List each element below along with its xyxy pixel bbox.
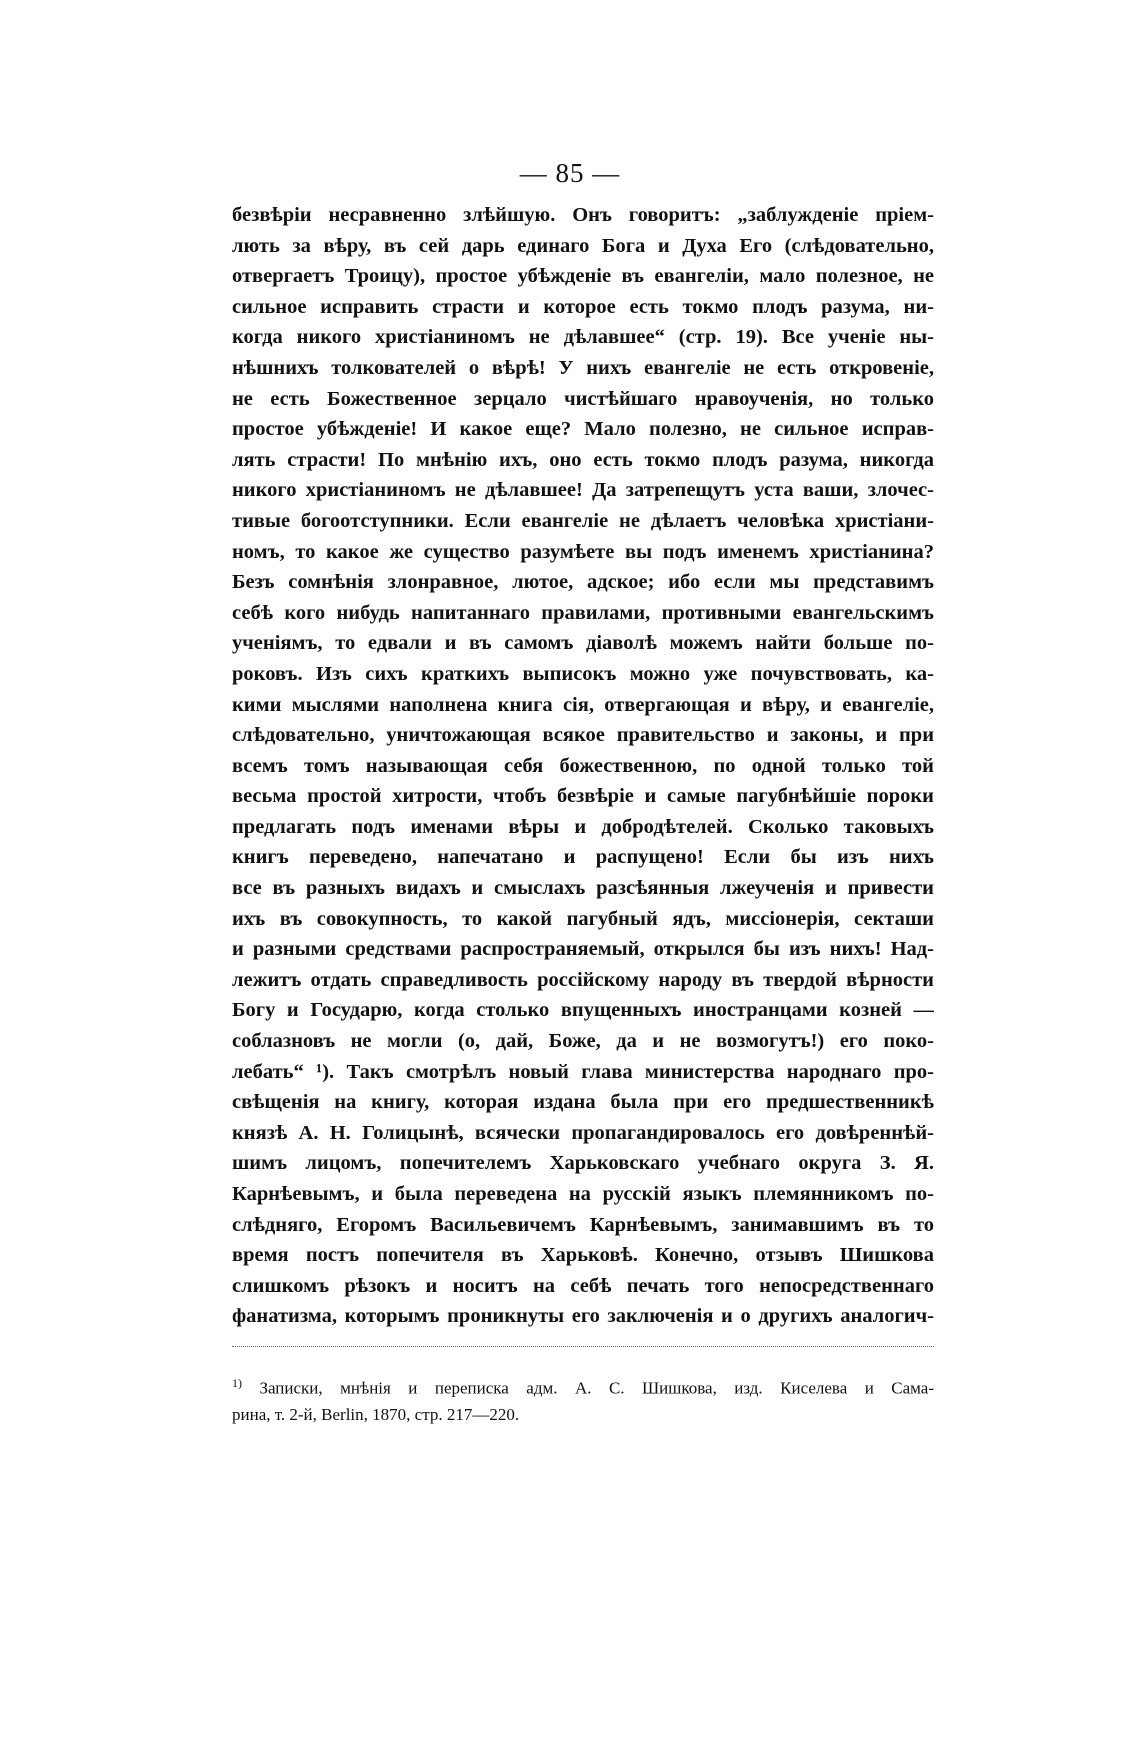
text-line: книгъ переведено, напечатано и распущено! Если бы изъ нихъ: [232, 846, 934, 869]
text-line: фанатизма, которымъ проникнуты его заключенія и о другихъ аналогич-: [232, 1305, 934, 1328]
text-line: лять страсти! По мнѣнію ихъ, оно есть токмо плодъ разума, никогда: [232, 448, 934, 471]
footnote-line-2: рина, т. 2-й, Berlin, 1870, стр. 217—220.: [232, 1404, 520, 1424]
text-line: всемъ томъ называющая себя божественною, по одной только той: [232, 754, 934, 777]
text-line: соблазновъ не могли (о, дай, Боже, да и не возмогутъ!) его поко-: [232, 1030, 934, 1053]
text-line: тивые богоотступники. Если евангеліе не дѣлаетъ человѣка христіани-: [232, 509, 934, 532]
text-line: весьма простой хитрости, чтобъ безвѣріе и самые пагубнѣйшіе пороки: [232, 785, 934, 808]
text-line: ученіямъ, то едвали и въ самомъ діаволѣ можемъ найти больше по-: [232, 632, 934, 655]
text-line: князѣ А. Н. Голицынѣ, всячески пропагандировалось его довѣреннѣй-: [232, 1121, 934, 1144]
text-line: слѣдовательно, уничтожающая всякое правительство и законы, и при: [232, 724, 934, 747]
text-line: никого христіаниномъ не дѣлавшее! Да затрепещутъ уста ваши, злочес-: [232, 479, 934, 502]
text-line: предлагать подъ именами вѣры и добродѣтелей. Сколько таковыхъ: [232, 815, 934, 838]
footnote-marker: 1): [232, 1376, 242, 1390]
text-line: роковъ. Изъ сихъ краткихъ выписокъ можно уже почувствовать, ка-: [232, 662, 934, 685]
text-line: свѣщенія на книгу, которая издана была при его предшественникѣ: [232, 1091, 934, 1114]
text-line: когда никого христіаниномъ не дѣлавшее“ (стр. 19). Все ученіе ны-: [232, 326, 934, 349]
text-line: лебать“ ¹). Такъ смотрѣлъ новый глава министерства народнаго про-: [232, 1060, 934, 1083]
footnote-text-1: Записки, мнѣнія и переписка адм. А. С. Шишкова, изд. Киселева и Сама-: [259, 1378, 934, 1398]
text-line: слѣдняго, Егоромъ Васильевичемъ Карнѣевымъ, занимавшимъ въ то: [232, 1213, 934, 1236]
body-text: [232, 200, 934, 1332]
text-line: ихъ въ совокупность, то какой пагубный ядъ, миссіонерія, секташи: [232, 907, 934, 930]
footnote: [232, 1370, 934, 1428]
text-line: Карнѣевымъ, и была переведена на русскій языкъ племянникомъ по-: [232, 1183, 934, 1205]
text-line: себѣ кого нибудь напитаннаго правилами, противными евангельскимъ: [232, 601, 934, 624]
footnote-divider: [232, 1346, 934, 1347]
text-line: безвѣріи несравненно злѣйшую. Онъ говоритъ: „заблужденіе пріем-: [232, 204, 934, 226]
text-line: шимъ лицомъ, попечителемъ Харьковскаго учебнаго округа З. Я.: [232, 1152, 934, 1175]
text-line: нѣшнихъ толкователей о вѣрѣ! У нихъ евангеліе не есть откровеніе,: [232, 356, 934, 379]
text-line: не есть Божественное зерцало чистѣйшаго нравоученія, но только: [232, 387, 934, 410]
text-line: сильное исправить страсти и которое есть токмо плодъ разума, ни-: [232, 295, 934, 318]
text-line: слишкомъ рѣзокъ и носитъ на себѣ печать того непосредственнаго: [232, 1274, 934, 1297]
text-line: все въ разныхъ видахъ и смыслахъ разсѣянныя лжеученія и привести: [232, 877, 934, 900]
text-line: лють за вѣру, въ сей дарь единаго Бога и Духа Его (слѣдовательно,: [232, 234, 934, 257]
text-line: Богу и Государю, когда столько впущенныхъ иностранцами козней —: [232, 999, 934, 1022]
text-line: лежитъ отдать справедливость россійскому народу въ твердой вѣрности: [232, 968, 934, 991]
footnote-line-1: [232, 1370, 934, 1402]
text-line: Безъ сомнѣнія злонравное, лютое, адское; ибо если мы представимъ: [232, 571, 934, 594]
text-line: номъ, то какое же существо разумѣете вы подъ именемъ христіанина?: [232, 540, 934, 563]
text-line: и разными средствами распространяемый, открылся бы изъ нихъ! Над-: [232, 938, 934, 961]
text-line: отвергаетъ Троицу), простое убѣжденіе въ евангеліи, мало полезное, не: [232, 265, 934, 288]
page-number: — 85 —: [519, 158, 621, 188]
text-line: кими мыслями наполнена книга сія, отвергающая и вѣру, и евангеліе,: [232, 693, 934, 716]
text-line: время постъ попечителя въ Харьковѣ. Конечно, отзывъ Шишкова: [232, 1244, 934, 1267]
text-line: простое убѣжденіе! И какое еще? Мало полезно, не сильное исправ-: [232, 418, 934, 441]
